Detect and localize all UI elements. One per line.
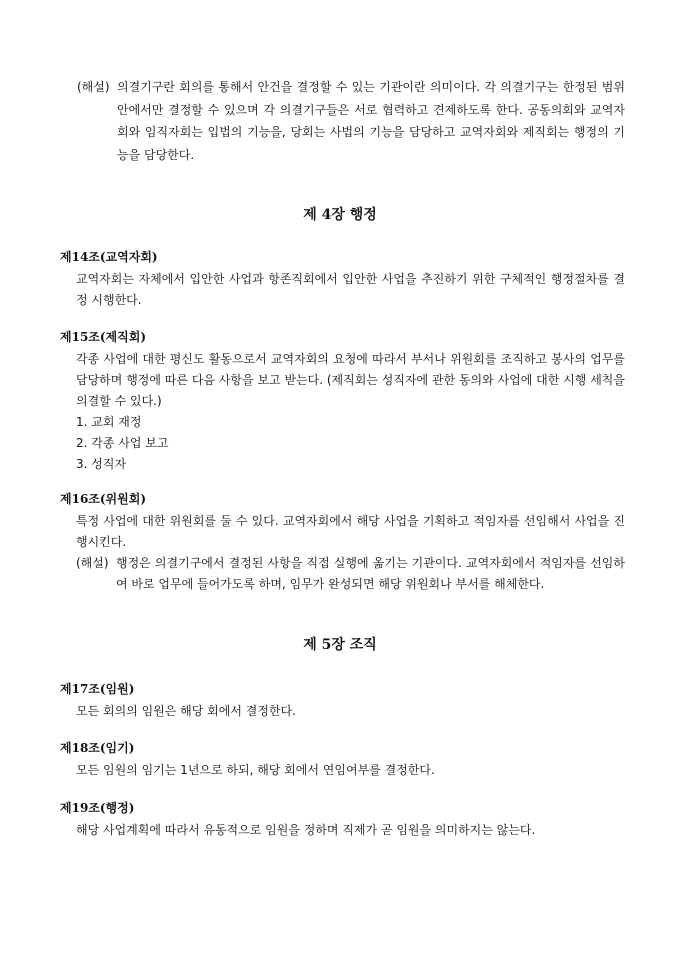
commentary-text: 행정은 의결기구에서 결정된 사항을 직접 실행에 옮기는 기관이다. 교역자회에서 적임자를 선임하여 바로 업무에 들어가도록 하며, 임무가 완성되면 해당 위원회나 부서를 해체한다. [116,556,625,591]
article-17-heading: 제17조(임원) [60,682,135,696]
article-14-heading: 제14조(교역자회) [60,250,158,264]
commentary-label: (해설) [77,80,110,94]
article-14 [60,248,625,311]
article-15-item: 2. 각종 사업 보고 [76,436,169,450]
article-19-heading: 제19조(행정) [60,801,135,815]
article-19-text: 해당 사업계획에 따라서 유동적으로 임원을 정하며 직제가 곧 임원을 의미하지는 않는다. [76,823,536,837]
article-16-commentary [76,553,625,595]
article-17-text: 모든 회의의 임원은 해당 회에서 결정한다. [76,704,296,718]
article-15-item: 1. 교회 재정 [76,415,142,429]
article-15-heading: 제15조(제직회) [60,330,147,344]
article-14-text: 교역자회는 자체에서 입안한 사업과 항존직회에서 입안한 사업을 추진하기 위한 구체적인 행정절차를 결정 시행한다. [76,272,625,307]
article-16-heading: 제16조(위원회) [60,492,147,506]
commentary-note-deliberative [77,76,625,167]
article-15-item: 3. 성직자 [76,457,127,471]
article-15 [60,328,625,475]
article-17 [60,680,625,722]
article-18-heading: 제18조(임기) [60,741,135,755]
chapter-4-title: 제 4장 행정 [303,207,377,223]
article-15-text: 각종 사업에 대한 평신도 활동으로서 교역자회의 요청에 따라서 부서나 위원회를 조직하고 봉사의 업무를 담당하며 행정에 따른 다음 사항을 보고 받는다. (제직회는 성직자에 관한 동의와 사업에 대한 시행 세칙을 의결할 수 있다.) [76,352,625,408]
article-19 [60,799,625,841]
commentary-text: 의결기구란 회의를 통해서 안건을 결정할 수 있는 기관이란 의미이다. 각 의결기구는 한정된 범위 안에서만 결정할 수 있으며 각 의결기구들은 서로 협력하고 견제하도록 한다. 공동의회와 교역자회와 임직자회는 입법의 기능을, 당회는 사법의 기능을 담당하고 교역자회와 제직회는 행정의 기능을 담당한다. [117,80,625,163]
article-18-text: 모든 임원의 임기는 1년으로 하되, 해당 회에서 연임여부를 결정한다. [76,763,435,777]
article-18 [60,739,625,781]
chapter-5-title: 제 5장 조직 [303,637,377,653]
article-16 [60,490,625,595]
commentary-label: (해설) [76,556,109,570]
article-16-text: 특정 사업에 대한 위원회를 둘 수 있다. 교역자회에서 해당 사업을 기획하고 적임자를 선임해서 사업을 진행시킨다. [76,514,625,549]
